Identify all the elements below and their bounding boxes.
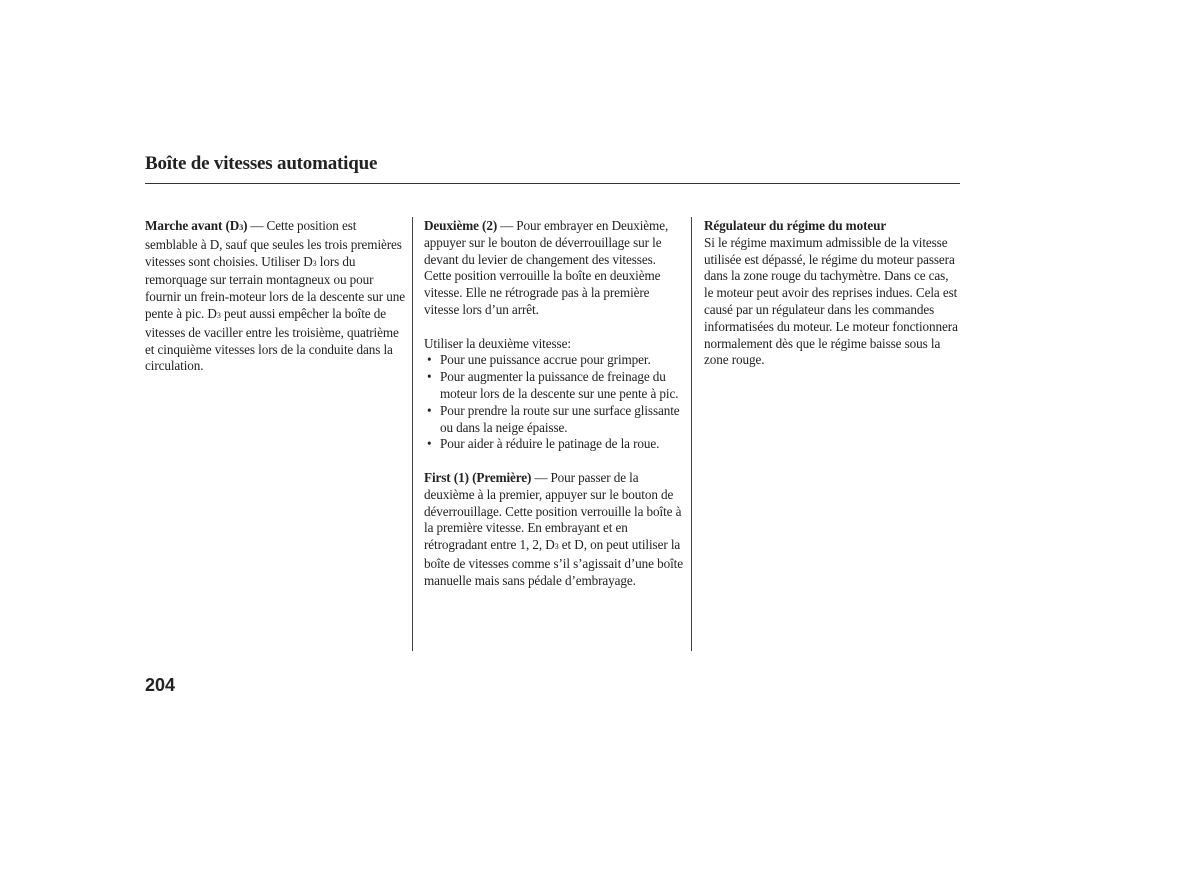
- first-text-subscript: 3: [554, 542, 559, 552]
- column-rev-limiter: [704, 218, 960, 369]
- second-heading: Deuxième (2): [424, 218, 498, 233]
- list-item: • Pour prendre la route sur une surface glissante ou dans la neige épaisse.: [424, 403, 684, 437]
- d3-subscript: 3: [239, 223, 244, 232]
- first-text-1: Pour passer de la deuxième à la premier, appuyer sur le bouton de déverrouillage. Cette position verrouille la boîte à la première vitesse. En embrayant et en rétrogradant entre 1, 2, D: [424, 469, 682, 553]
- d3-paragraph: [145, 218, 407, 375]
- column-second-first: [424, 218, 684, 590]
- column-drive-d3: [145, 218, 407, 375]
- rev-limiter-heading: Régulateur du régime du moteur: [704, 218, 887, 233]
- title-divider: [145, 183, 960, 184]
- first-heading: First (1) (Première): [424, 469, 532, 485]
- d3-heading: Marche avant (D3): [145, 218, 248, 233]
- second-intro: Pour embrayer en Deuxième, appuyer sur le bouton de déverrouillage sur le devant du levier de changement des vitesses. Cette position verrouille la boîte en deuxième vitesse. Elle ne rétrograde pas à la première vitesse lors d’un arrêt.: [424, 218, 669, 317]
- d3-text-subscript-2: 3: [216, 310, 221, 320]
- d3-dash: —: [250, 218, 264, 233]
- rev-limiter-text: Si le régime maximum admissible de la vitesse utilisée est dépassé, le régime du moteur passera dans la zone rouge du tachymètre. Dans ce cas, le moteur peut avoir des reprises indues. Cela est causé par un régulateur dans les commandes informatisées du moteur. Le moteur fonctionnera normalement dès que le régime baisse sous la zone rouge.: [704, 234, 958, 368]
- d3-text-1: Cette position est semblable à D, sauf que seules les trois premières vitesses sont choisies. Utiliser D: [145, 218, 402, 269]
- column-divider-2: [691, 217, 692, 651]
- first-paragraph: [424, 470, 684, 590]
- column-divider-1: [412, 217, 413, 651]
- second-use-list: [424, 352, 684, 453]
- second-paragraph: [424, 218, 684, 319]
- list-item: • Pour une puissance accrue pour grimper.: [424, 352, 684, 369]
- d3-text-subscript-1: 3: [312, 258, 317, 268]
- d3-text-2: lors du remorquage sur terrain montagneux ou pour fournir un frein-moteur lors de la descente sur une pente à pic. D: [145, 253, 406, 321]
- list-item: • Pour augmenter la puissance de freinage du moteur lors de la descente sur une pente à pic.: [424, 369, 684, 403]
- second-use-label: Utiliser la deuxième vitesse:: [424, 335, 571, 351]
- first-dash: —: [534, 469, 548, 485]
- first-text-2: et D, on peut utiliser la boîte de vitesses comme s’il s’agissait d’une boîte manuelle mais sans pédale d’embrayage.: [424, 537, 683, 588]
- d3-text-3: peut aussi empêcher la boîte de vitesses de vaciller entre les troisième, quatrième et cinquième vitesses lors de la conduite dans la circulation.: [145, 305, 399, 374]
- page-title: Boîte de vitesses automatique: [145, 153, 378, 174]
- list-item: • Pour aider à réduire le patinage de la roue.: [424, 436, 684, 453]
- page-number: 204: [145, 675, 176, 695]
- second-dash: —: [500, 218, 514, 233]
